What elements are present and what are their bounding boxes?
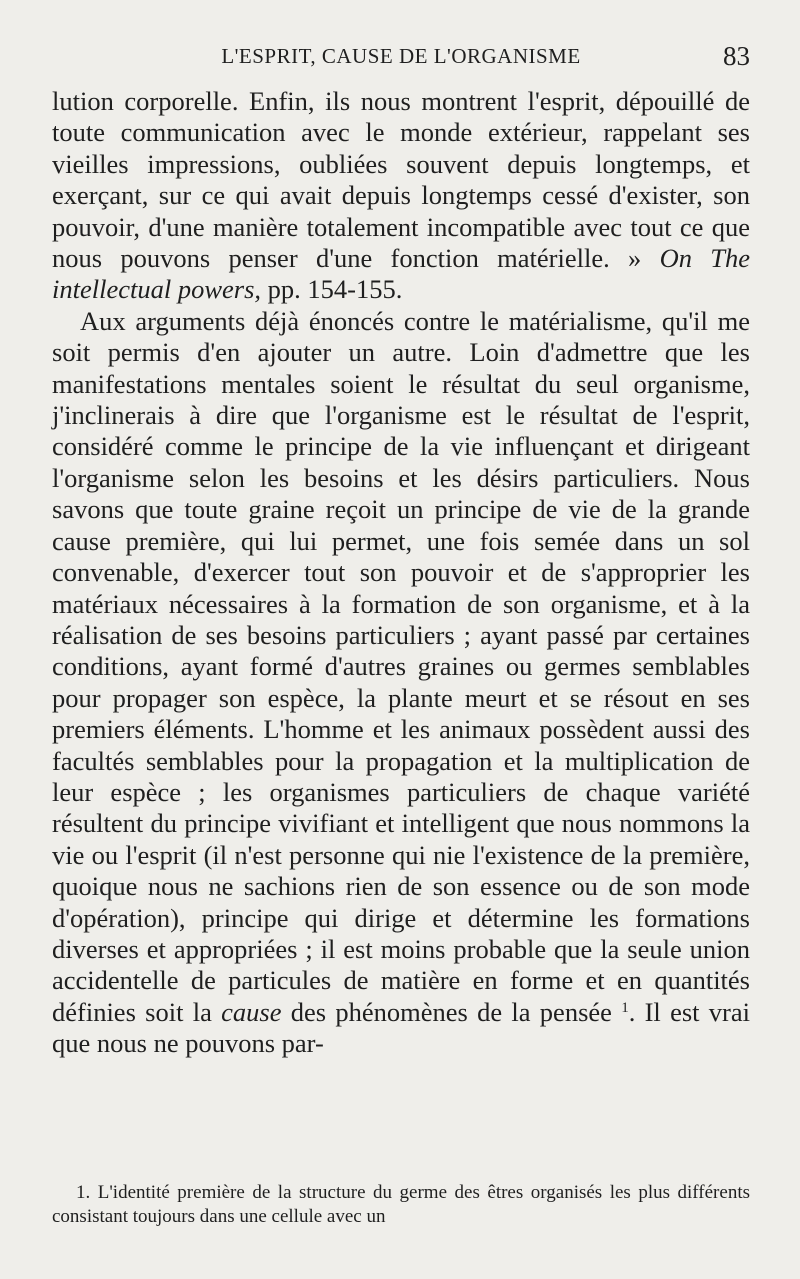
footnote-text: 1. L'identité première de la structure du germe des êtres organisés les plus différents consistant toujours dans une cellule avec un — [52, 1182, 750, 1227]
page-number: 83 — [723, 41, 750, 71]
emphasis-cause: cause — [221, 996, 282, 1027]
paragraph-2-text: Aux arguments déjà énoncés contre le matérialisme, qu'il me soit permis d'en ajouter un autre. Loin d'admettre que les manifestations mentales soient le résultat du seul organisme, j'inclinerais à dire que l'organisme est le résultat de l'esprit, considéré comme le principe de la vie influençant et dirigeant l'organisme selon les besoins et les désirs particuliers. Nous savons que toute graine reçoit un principe de vie de la grande cause première, qui lui permet, une fois semée dans un sol convenable, d'exercer tout son pouvoir et de s'approprier les matériaux nécessaires à la formation de son organisme, et à la réalisation de ses besoins particuliers ; ayant passé par certaines conditions, ayant formé d'autres graines ou germes semblables pour propager son espèce, la plante meurt et se résout en ses premiers éléments. L'homme et les animaux possèdent aussi des facultés semblables pour la propagation et la multiplication de leur espèce ; les organismes particuliers de chaque variété résultent du principe vivifiant et intelligent que nous nommons la vie ou l'esprit (il n'est personne qui nie l'existence de la première, quoique nous ne sachions rien de son essence ou de son mode d'opération), principe qui dirige et détermine les formations diverses et appropriées ; il est moins probable que la seule union accidentelle de particules de matière en forme et en quantités définies soit la — [52, 305, 750, 1027]
paragraph-1-text: lution corporelle. Enfin, ils nous montrent l'esprit, dépouillé de toute communication avec le monde extérieur, rappelant ses vieilles impressions, oubliées souvent depuis longtemps, et exerçant, sur ce qui avait depuis longtemps cessé d'exister, son pouvoir, d'une manière totalement incompatible avec tout ce que nous pouvons penser d'une fonction matérielle. » — [52, 86, 750, 274]
footnote-reference: 1 — [621, 999, 629, 1016]
footnote — [52, 1181, 750, 1229]
running-title: L'ESPRIT, CAUSE DE L'ORGANISME — [221, 44, 581, 68]
paragraph-2 — [52, 306, 750, 1060]
body-text — [52, 86, 750, 1060]
paragraph-2-continuation: des phénomènes de la pensée — [290, 996, 612, 1027]
paragraph-1 — [52, 86, 750, 306]
paragraph-2-end: . Il est vrai que nous ne pouvons par- — [52, 996, 750, 1059]
page-header — [52, 41, 750, 78]
citation-pages: pp. 154-155. — [267, 274, 403, 305]
citation-title: On The intellectual powers, — [52, 243, 751, 305]
